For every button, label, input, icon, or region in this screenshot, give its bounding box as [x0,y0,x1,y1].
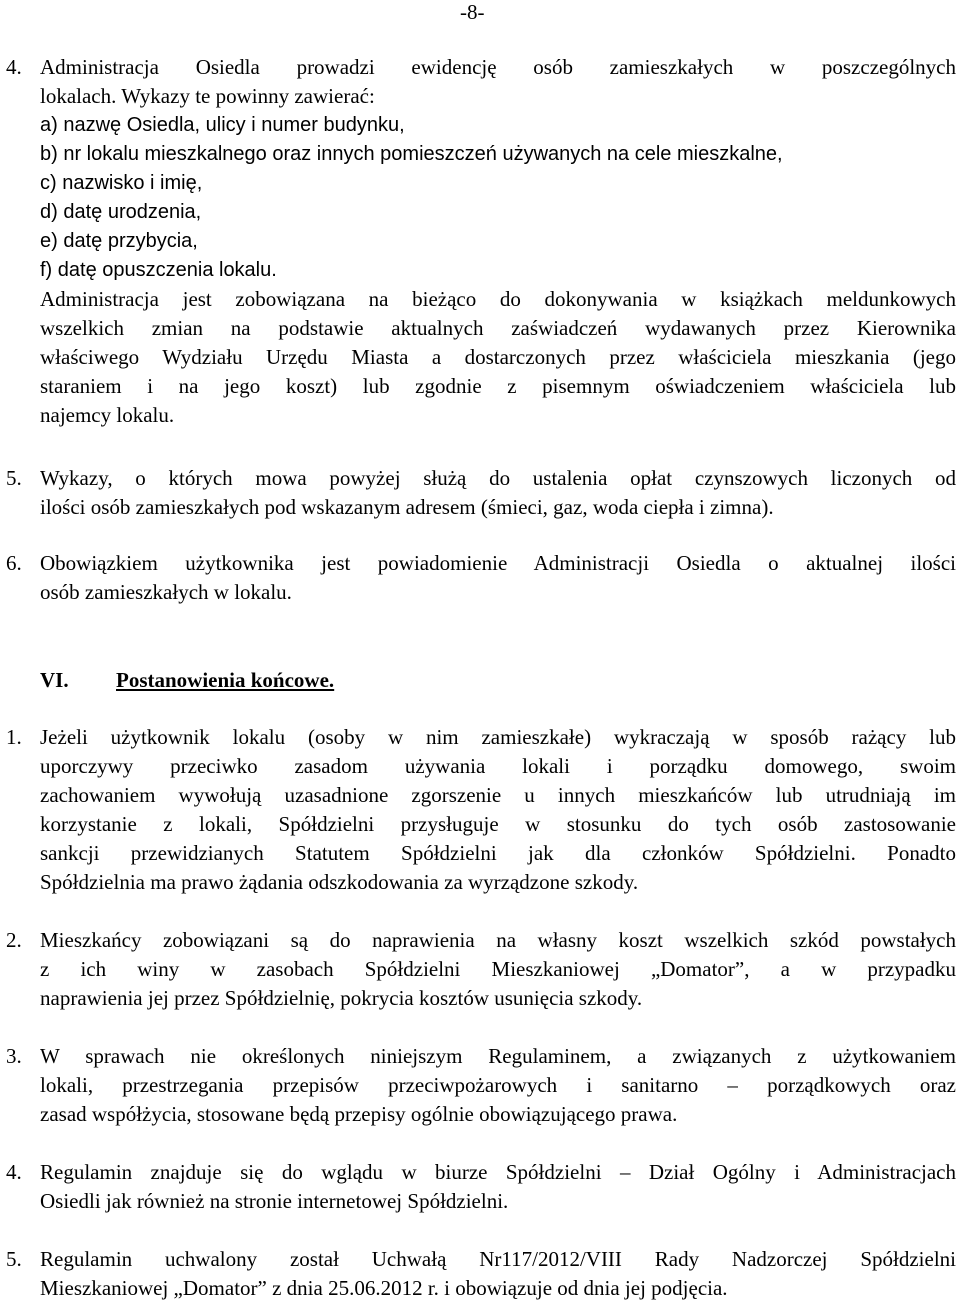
sub-item: e) datę przybycia, [40,230,198,252]
text-line: korzystanie z lokali, Spółdzielni przysługuje w stosunku do tych osób zastosowanie [40,812,956,836]
item-text [40,723,956,897]
item-text [40,549,956,607]
item-number: 1. [6,725,22,749]
text-line: wszelkich zmian na podstawie aktualnych zaświadczeń wydawanych przez Kierownika [40,316,956,340]
text-line: właściwego Wydziału Urzędu Miasta a dostarczonych przez właściciela mieszkania (jego [40,345,956,369]
item-text [40,53,956,430]
text-line: sankcji przewidzianych Statutem Spółdzielni jak dla członków Spółdzielni. Ponadto [40,841,956,865]
section-number: VI. [40,668,69,692]
item-text [40,926,956,1013]
sub-item: f) datę opuszczenia lokalu. [40,259,277,281]
sub-item: a) nazwę Osiedla, ulicy i numer budynku, [40,114,405,136]
text-line: zachowaniem wywołują uzasadnione zgorszenie u innych mieszkańców lub utrudniają im [40,783,956,807]
text-line: z ich winy w zasobach Spółdzielni Mieszkaniowej „Domator”, a w przypadku [40,957,956,981]
item-number: 4. [6,1160,22,1184]
sub-item: d) datę urodzenia, [40,201,202,223]
text-line: Administracja jest zobowiązana na bieżąco do dokonywania w książkach meldunkowych [40,287,956,311]
text-line: lokali, przestrzegania przepisów przeciwpożarowych i sanitarno – porządkowych oraz [40,1073,956,1097]
text-line: W sprawach nie określonych niniejszym Regulaminem, a związanych z użytkowaniem [40,1044,956,1068]
text-line: Spółdzielnia ma prawo żądania odszkodowania za wyrządzone szkody. [40,870,639,894]
item-number: 2. [6,928,22,952]
text-line: lokalach. Wykazy te powinny zawierać: [40,84,375,108]
item-number: 6. [6,551,22,575]
item-number: 4. [6,55,22,79]
page-number: -8- [460,0,485,24]
section-title: Postanowienia końcowe. [116,668,335,692]
text-line: Mieszkańcy zobowiązani są do naprawienia na własny koszt wszelkich szkód powstałych [40,928,956,952]
text-line: Regulamin znajduje się do wglądu w biurze Spółdzielni – Dział Ogólny i Administracjach [40,1160,956,1184]
text-line: Administracja Osiedla prowadzi ewidencję osób zamieszkałych w poszczególnych [40,55,956,79]
item-text [40,464,956,522]
text-line: Mieszkaniowej „Domator” z dnia 25.06.2012 r. i obowiązuje od dnia jej podjęcia. [40,1276,728,1300]
item-text [40,1042,956,1129]
item-text [40,1245,956,1303]
text-line: Obowiązkiem użytkownika jest powiadomienie Administracji Osiedla o aktualnej ilości [40,551,956,575]
text-line: Regulamin uchwalony został Uchwałą Nr117/2012/VIII Rady Nadzorczej Spółdzielni [40,1247,956,1271]
text-line: zasad współżycia, stosowane będą przepisy ogólnie obowiązującego prawa. [40,1102,678,1126]
text-line: naprawienia jej przez Spółdzielnię, pokrycia kosztów usunięcia szkody. [40,986,643,1010]
text-line: ilości osób zamieszkałych pod wskazanym adresem (śmieci, gaz, woda ciepła i zimna). [40,495,774,519]
text-line: Wykazy, o których mowa powyżej służą do ustalenia opłat czynszowych liczonych od [40,466,956,490]
text-line: uporczywy przeciwko zasadom używania lokali i porządku domowego, swoim [40,754,956,778]
text-line: Osiedli jak również na stronie internetowej Spółdzielni. [40,1189,509,1213]
text-line: najemcy lokalu. [40,403,175,427]
item-number: 3. [6,1044,22,1068]
text-line: osób zamieszkałych w lokalu. [40,580,292,604]
item-number: 5. [6,1247,22,1271]
item-number: 5. [6,466,22,490]
text-line: staraniem i na jego koszt) lub zgodnie z pisemnym oświadczeniem właściciela lub [40,374,956,398]
sub-list [40,111,956,285]
item-text [40,1158,956,1216]
sub-item: b) nr lokalu mieszkalnego oraz innych pomieszczeń używanych na cele mieszkalne, [40,143,783,165]
sub-item: c) nazwisko i imię, [40,172,203,194]
text-line: Jeżeli użytkownik lokalu (osoby w nim zamieszkałe) wykraczają w sposób rażący lub [40,725,956,749]
